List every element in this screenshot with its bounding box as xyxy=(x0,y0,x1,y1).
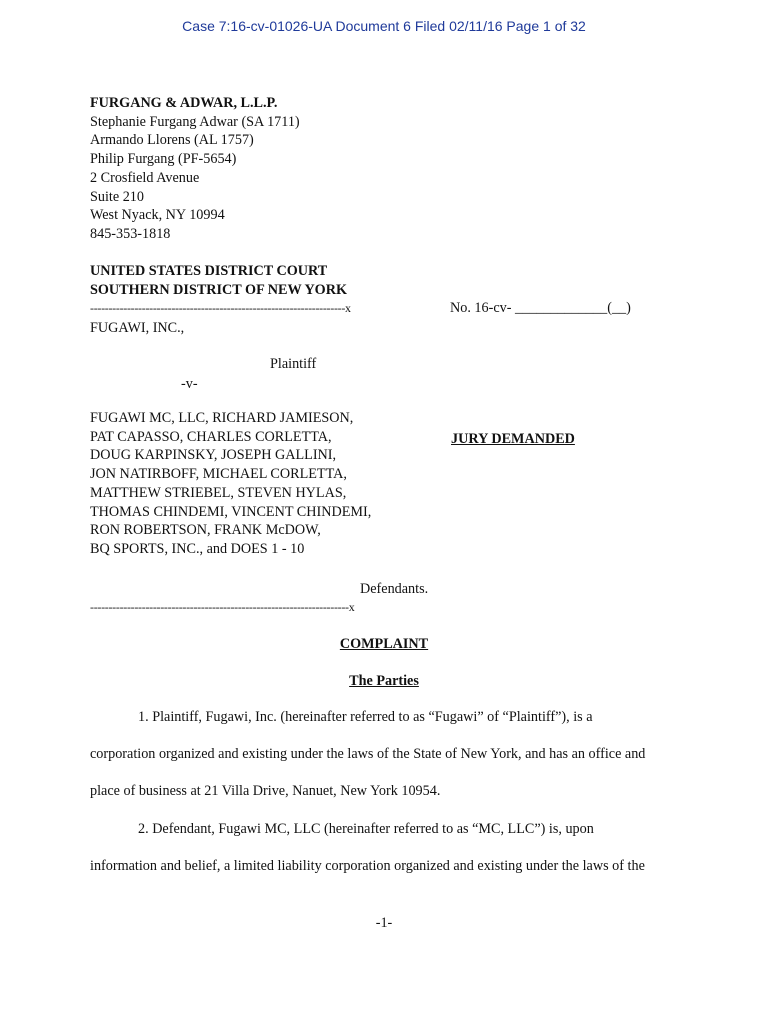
court-heading xyxy=(90,262,347,299)
phone-line: 845-353-1818 xyxy=(90,225,171,242)
firm-name: FURGANG & ADWAR, L.L.P. xyxy=(90,95,278,111)
section-heading: The Parties xyxy=(349,673,419,689)
defendants-label: Defendants. xyxy=(360,581,429,597)
defendant-line: DOUG KARPINSKY, JOSEPH GALLINI, xyxy=(90,447,337,464)
defendant-line: JON NATIRBOFF, MICHAEL CORLETTA, xyxy=(90,466,347,483)
address-line: Suite 210 xyxy=(90,188,144,205)
defendants-list xyxy=(90,409,371,559)
paragraph-1-line-3: place of business at 21 Villa Drive, Nanuet, New York 10954. xyxy=(90,783,441,799)
filing-stamp-header: Case 7:16-cv-01026-UA Document 6 Filed 02/11/16 Page 1 of 32 xyxy=(182,18,586,34)
defendant-line: FUGAWI MC, LLC, RICHARD JAMIESON, xyxy=(90,410,354,426)
paragraph-2-line-2: information and belief, a limited liability corporation organized and existing under the laws of the xyxy=(90,858,645,874)
plaintiff-name: FUGAWI, INC., xyxy=(90,320,185,336)
plaintiff-label: Plaintiff xyxy=(270,356,317,372)
defendant-line: THOMAS CHINDEMI, VINCENT CHINDEMI, xyxy=(90,503,372,520)
defendant-line: PAT CAPASSO, CHARLES CORLETTA, xyxy=(90,428,332,445)
attorney-line: Armando Llorens (AL 1757) xyxy=(90,132,254,149)
caption-top-rule: ---------------------------------------------------------------------x xyxy=(90,301,351,315)
firm-block xyxy=(90,94,300,244)
attorney-line: Stephanie Furgang Adwar (SA 1711) xyxy=(90,113,300,130)
jury-demanded: JURY DEMANDED xyxy=(451,431,575,447)
document-title: COMPLAINT xyxy=(339,636,429,652)
court-line-1: UNITED STATES DISTRICT COURT xyxy=(90,263,328,279)
page-number: -1- xyxy=(375,915,393,931)
attorney-line: Philip Furgang (PF-5654) xyxy=(90,151,237,168)
caption-bottom-rule: ----------------------------------------------------------------------x xyxy=(90,600,355,614)
versus: -v- xyxy=(181,376,198,392)
address-line: 2 Crosfield Avenue xyxy=(90,169,200,186)
paragraph-1-line-1: 1. Plaintiff, Fugawi, Inc. (hereinafter referred to as “Fugawi” of “Plaintiff”), is a xyxy=(138,709,593,725)
paragraph-1-line-2: corporation organized and existing under the laws of the State of New York, and has an office and xyxy=(90,746,646,762)
address-line: West Nyack, NY 10994 xyxy=(90,207,225,224)
defendant-line: RON ROBERTSON, FRANK McDOW, xyxy=(90,522,321,539)
court-line-2: SOUTHERN DISTRICT OF NEW YORK xyxy=(90,281,348,298)
defendant-line: MATTHEW STRIEBEL, STEVEN HYLAS, xyxy=(90,484,347,501)
case-number: No. 16-cv- _____________(__) xyxy=(450,300,631,316)
paragraph-2-line-1: 2. Defendant, Fugawi MC, LLC (hereinafter referred to as “MC, LLC”) is, upon xyxy=(138,821,594,837)
defendant-line: BQ SPORTS, INC., and DOES 1 - 10 xyxy=(90,540,305,557)
